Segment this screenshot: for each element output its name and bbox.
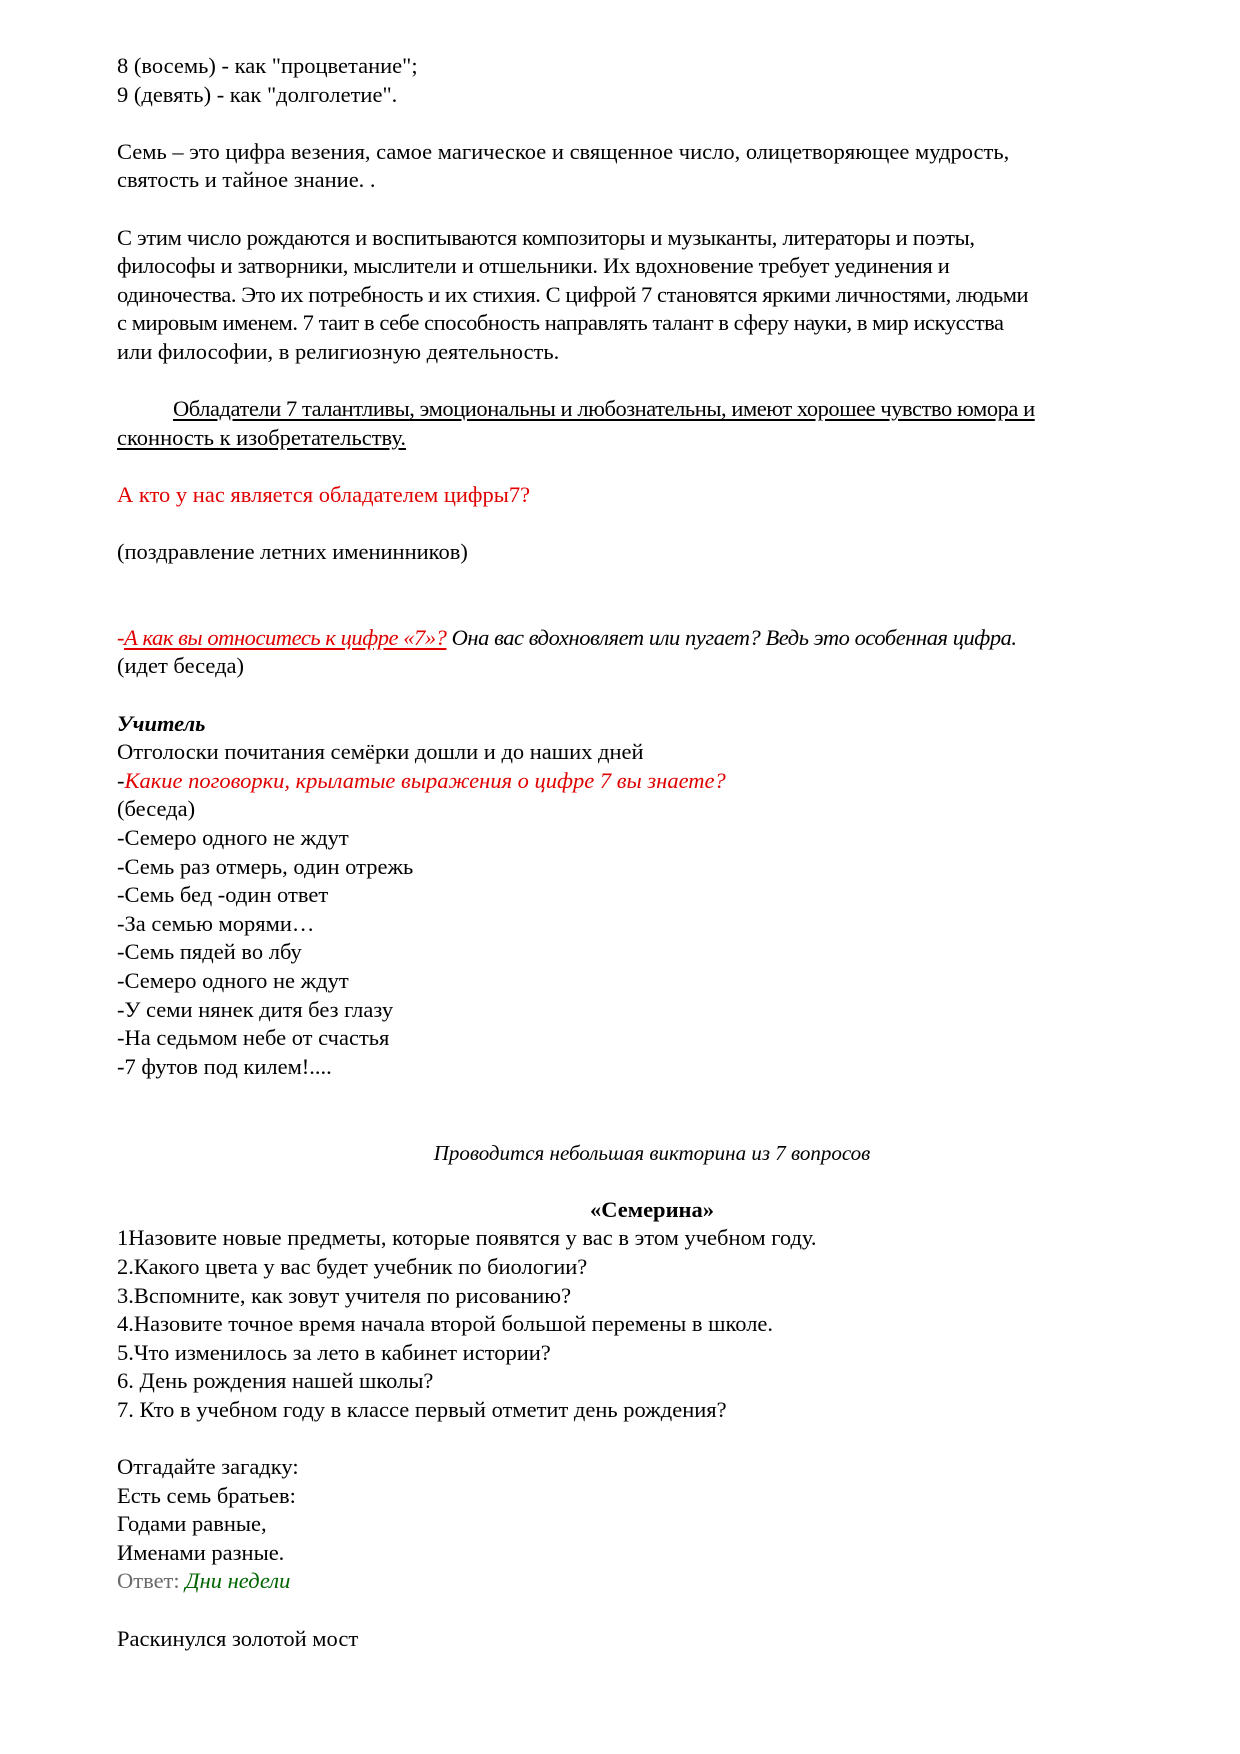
riddle-prompt: Отгадайте загадку:: [117, 1454, 299, 1480]
quiz-question: 1Назовите новые предметы, которые появятся у вас в этом учебном году.: [117, 1225, 817, 1251]
saying-item: -На седьмом небе от счастья: [117, 1025, 390, 1051]
saying-item: -Семеро одного не ждут: [117, 825, 349, 851]
riddle-answer: [117, 1567, 1187, 1596]
quiz-question: 6. День рождения нашей школы?: [117, 1368, 434, 1394]
attitude-question-red: А как вы относитесь к цифре «7»?: [124, 624, 447, 650]
congrats-note: (поздравление летних именинников): [117, 539, 468, 565]
dash: -: [117, 624, 125, 650]
saying-item: -Семь бед -один ответ: [117, 882, 329, 908]
teacher-question: Какие поговорки, крылатые выражения о цифре 7 вы знаете?: [124, 767, 726, 793]
riddle-section: [117, 1453, 1187, 1596]
teacher-heading: Учитель: [117, 710, 206, 736]
owners-paragraph: [117, 395, 1187, 452]
attitude-question: [117, 624, 1187, 653]
paragraph-line: одиночества. Это их потребность и их стихия. С цифрой 7 становятся яркими личностями, людьми: [117, 281, 1029, 307]
underlined-text: Обладатели 7 талантливы, эмоциональны и любознательны, имеют хорошее чувство юмора и: [173, 396, 1035, 422]
quiz-intro: Проводится небольшая викторина из 7 вопросов: [433, 1140, 871, 1165]
quiz-section: [117, 1139, 1187, 1425]
numerology-list: [117, 52, 1187, 109]
paragraph-line: или философии, в религиозную деятельность.: [117, 338, 560, 364]
document-page: [117, 52, 1187, 1653]
riddle-line: Именами разные.: [117, 1539, 285, 1565]
answer-text: Дни недели: [185, 1568, 291, 1594]
saying-item: -7 футов под килем!....: [117, 1053, 332, 1079]
sayings-list: [117, 824, 1187, 1081]
saying-item: -Семь раз отмерь, один отрежь: [117, 853, 414, 879]
quiz-question: 4.Назовите точное время начала второй большой перемены в школе.: [117, 1311, 774, 1337]
conversation-note: (идет беседа): [117, 653, 245, 679]
quiz-question: 3.Вспомните, как зовут учителя по рисованию?: [117, 1282, 572, 1308]
paragraph-line: святость и тайное знание. .: [117, 167, 376, 193]
paragraph-line: С этим число рождаются и воспитываются композиторы и музыканты, литераторы и поэты,: [117, 224, 975, 250]
saying-item: -За семью морями…: [117, 910, 315, 936]
teacher-note: (беседа): [117, 796, 196, 822]
numerology-item: 9 (девять) - как "долголетие".: [117, 81, 398, 107]
teacher-section: [117, 710, 1187, 824]
quiz-question: 7. Кто в учебном году в классе первый отметит день рождения?: [117, 1396, 727, 1422]
seven-intro-paragraph: [117, 138, 1187, 195]
underlined-text: сконность к изобретательству.: [117, 424, 407, 450]
next-riddle: Раскинулся золотой мост: [117, 1625, 359, 1651]
owner-question: А кто у нас является обладателем цифры7?: [117, 481, 531, 507]
paragraph-line: с мировым именем. 7 таит в себе способность направлять талант в сферу науки, в мир искусства: [117, 310, 1004, 336]
teacher-intro: Отголоски почитания семёрки дошли и до наших дней: [117, 739, 644, 765]
quiz-title: «Семерина»: [589, 1196, 714, 1222]
riddle-line: Годами равные,: [117, 1511, 267, 1537]
numerology-item: 8 (восемь) - как "процветание";: [117, 53, 418, 78]
answer-label: Ответ:: [117, 1568, 186, 1594]
quiz-question: 5.Что изменилось за лето в кабинет истории?: [117, 1339, 551, 1365]
saying-item: -У семи нянек дитя без глазу: [117, 996, 394, 1022]
saying-item: -Семеро одного не ждут: [117, 968, 349, 993]
paragraph-line: Семь – это цифра везения, самое магическое и священное число, олицетворяющее мудрость,: [117, 138, 1010, 164]
paragraph-line: философы и затворники, мыслители и отшельники. Их вдохновение требует уединения и: [117, 253, 950, 279]
riddle-line: Есть семь братьев:: [117, 1482, 296, 1508]
saying-item: -Семь пядей во лбу: [117, 939, 302, 965]
quiz-question: 2.Какого цвета у вас будет учебник по биологии?: [117, 1253, 588, 1279]
dash: -: [117, 767, 125, 793]
attitude-question-black: Она вас вдохновляет или пугает? Ведь это особенная цифра.: [446, 624, 1017, 650]
creators-paragraph: [117, 224, 1187, 367]
